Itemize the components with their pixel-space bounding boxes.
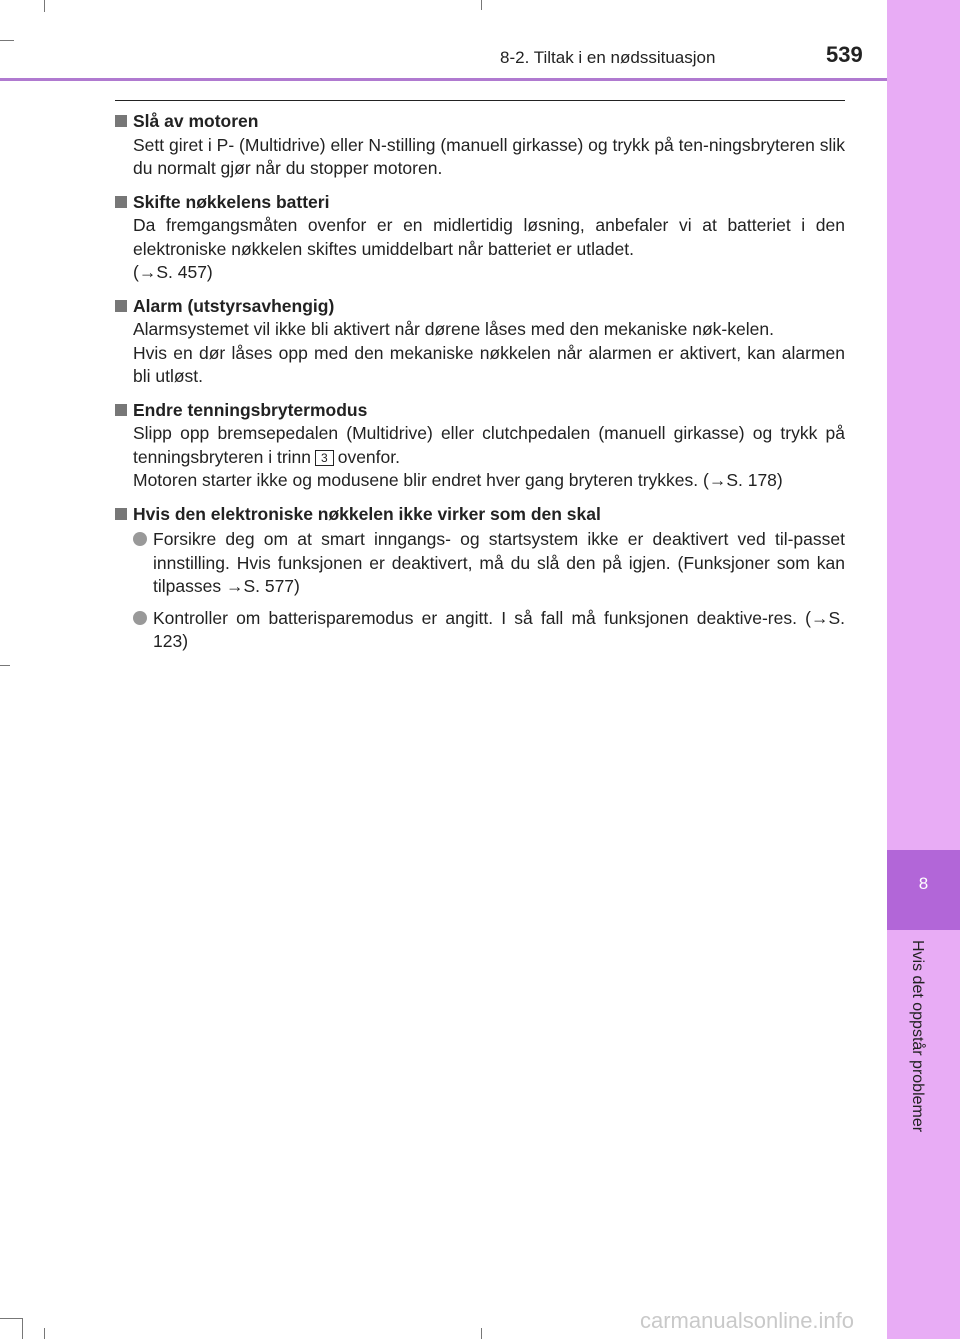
- page-content: [115, 110, 845, 664]
- item-title: Alarm (utstyrsavhengig): [133, 295, 335, 316]
- square-bullet-icon: [115, 300, 127, 312]
- crop-mark: [44, 0, 45, 12]
- crop-mark: [0, 665, 10, 666]
- circle-bullet-icon: [133, 611, 147, 625]
- square-bullet-icon: [115, 196, 127, 208]
- crop-mark: [0, 1318, 22, 1319]
- watermark: carmanualsonline.info: [640, 1308, 855, 1333]
- crop-mark: [481, 0, 482, 10]
- bullet-text: Kontroller om batterisparemodus er angitt. I så fall må funksjonen deaktive-res. (→S. 123): [153, 607, 845, 651]
- section-title: 8-2. Tiltak i en nødssituasjon: [500, 48, 716, 67]
- square-bullet-icon: [115, 404, 127, 416]
- item-battery: [115, 191, 845, 285]
- content-top-rule: [115, 100, 845, 101]
- item-text: [133, 422, 845, 469]
- crop-mark: [481, 1328, 482, 1339]
- item-text: Motoren starter ikke og modusene blir endret hver gang bryteren trykkes. (→S. 178): [133, 470, 783, 490]
- list-item: [133, 528, 845, 599]
- item-text: Alarmsystemet vil ikke bli aktivert når dørene låses med den mekaniske nøk-kelen.: [133, 319, 774, 339]
- page-number: 539: [826, 42, 863, 67]
- item-alarm: [115, 295, 845, 389]
- circle-bullet-icon: [133, 532, 147, 546]
- crop-mark: [0, 40, 14, 41]
- chapter-title: Hvis det oppstår problemer: [909, 940, 926, 1133]
- item-title: Endre tenningsbrytermodus: [133, 399, 368, 420]
- item-text: Da fremgangsmåten ovenfor er en midlertidig løsning, anbefaler vi at batteriet i den elektroniske nøkkelen skiftes umiddelbart når batteriet er utladet.: [133, 215, 845, 259]
- page-reference: (→S. 457): [133, 262, 213, 282]
- chapter-tab: [887, 850, 960, 930]
- header-divider: [0, 78, 887, 81]
- square-bullet-icon: [115, 115, 127, 127]
- item-title: Skifte nøkkelens batteri: [133, 191, 330, 212]
- item-text: Sett giret i P- (Multidrive) eller N-stilling (manuell girkasse) og trykk på ten-ningsbryteren slik du normalt gjør når du stopper motoren.: [133, 134, 845, 178]
- item-ignition: [115, 399, 845, 493]
- list-item: [133, 607, 845, 654]
- crop-mark: [44, 1328, 45, 1339]
- text-part: ovenfor.: [337, 446, 400, 467]
- chapter-number: 8: [918, 874, 929, 893]
- item-text: Hvis en dør låses opp med den mekaniske nøkkelen når alarmen er aktivert, kan alarmen bli utløst.: [133, 342, 845, 386]
- crop-mark: [22, 1318, 23, 1339]
- item-title: Slå av motoren: [133, 111, 259, 131]
- item-key: [115, 503, 845, 654]
- bullet-text: Forsikre deg om at smart inngangs- og startsystem ikke er deaktivert ved til-passet innstilling. Hvis funksjonen er deaktivert, må du slå den på igjen. (Funksjoner som kan tilpasses →S. 577): [153, 529, 845, 596]
- step-number-badge: 3: [315, 450, 334, 466]
- square-bullet-icon: [115, 508, 127, 520]
- text-part: Slipp opp bremsepedalen (Multidrive) eller clutchpedalen (manuell girkasse) og trykk på tenningsbryteren i trinn: [133, 423, 845, 467]
- item-title: Hvis den elektroniske nøkkelen ikke virker som den skal: [133, 503, 601, 524]
- item-motor: [115, 110, 845, 181]
